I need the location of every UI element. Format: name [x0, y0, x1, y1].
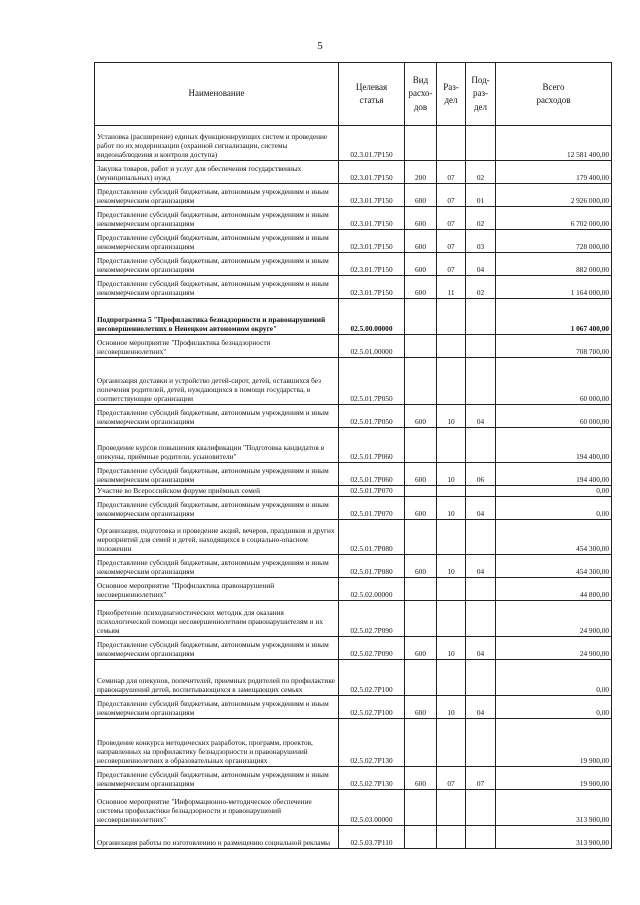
table-row: [95, 463, 612, 486]
table-row: [95, 637, 612, 660]
row-podrazdel-cell: 04: [466, 497, 496, 520]
row-vid-cell: 600: [405, 555, 437, 578]
page-number: 5: [317, 40, 323, 52]
row-code-cell: 02.3.01.7Р150: [339, 184, 405, 207]
header-name: Наименование: [95, 63, 339, 126]
row-total-cell: 24 900,00: [496, 637, 612, 660]
table-row: [95, 335, 612, 358]
table-row: [95, 253, 612, 276]
row-podrazdel-cell: [466, 358, 496, 405]
row-vid-cell: 600: [405, 184, 437, 207]
row-podrazdel-cell: 04: [466, 405, 496, 428]
row-vid-cell: [405, 601, 437, 637]
row-code-cell: 02.5.02.7Р100: [339, 660, 405, 696]
table-row: [95, 486, 612, 497]
row-name-cell: Проведение конкурса методических разработок, программ, проектов, направленных на профилактику безнадзорности и правонарушений несовершеннолетних в образовательных организациях: [95, 719, 339, 767]
row-podrazdel-cell: 07: [466, 767, 496, 790]
row-razdel-cell: 07: [437, 161, 466, 184]
row-total-cell: 0,00: [496, 497, 612, 520]
row-name-cell: Приобретение психодиагностических методик для оказания психологической помощи несовершеннолетним правонарушителям и их семьям: [95, 601, 339, 637]
row-podrazdel-cell: [466, 428, 496, 463]
row-vid-cell: [405, 826, 437, 849]
row-code-cell: 02.5.02.7Р090: [339, 637, 405, 660]
row-vid-cell: 600: [405, 276, 437, 299]
row-code-cell: 02.5.02.7Р130: [339, 719, 405, 767]
row-name-cell: Установка (расширение) единых функционирующих систем и проведение работ по их модернизации (охранной сигнализации, системы видеонаблюдения и контроля доступа): [95, 126, 339, 161]
row-razdel-cell: 10: [437, 637, 466, 660]
budget-table: [94, 62, 612, 849]
row-razdel-cell: 07: [437, 253, 466, 276]
row-name-cell: Закупка товаров, работ и услуг для обеспечения государственных (муниципальных) нужд: [95, 161, 339, 184]
table-row: [95, 428, 612, 463]
table-row: [95, 767, 612, 790]
row-total-cell: 6 702 000,00: [496, 207, 612, 230]
row-razdel-cell: [437, 578, 466, 601]
row-razdel-cell: 07: [437, 767, 466, 790]
row-razdel-cell: [437, 719, 466, 767]
row-name-cell: Организация работы по изготовлению и размещению социальной рекламы: [95, 826, 339, 849]
row-razdel-cell: [437, 299, 466, 335]
header-total: Всего расходов: [496, 63, 612, 126]
row-vid-cell: [405, 126, 437, 161]
row-podrazdel-cell: 04: [466, 637, 496, 660]
row-total-cell: 179 400,00: [496, 161, 612, 184]
row-name-cell: Предоставление субсидий бюджетным, автономным учреждениям и иным некоммерческим организациям: [95, 497, 339, 520]
row-vid-cell: 600: [405, 767, 437, 790]
row-code-cell: 02.5.03.7Р110: [339, 826, 405, 849]
row-total-cell: 454 300,00: [496, 555, 612, 578]
row-vid-cell: [405, 358, 437, 405]
row-vid-cell: [405, 486, 437, 497]
row-podrazdel-cell: [466, 790, 496, 826]
row-code-cell: 02.3.01.7Р150: [339, 161, 405, 184]
row-code-cell: 02.5.01.7Р050: [339, 405, 405, 428]
row-total-cell: 728 000,00: [496, 230, 612, 253]
row-vid-cell: [405, 719, 437, 767]
row-code-cell: 02.3.01.7Р150: [339, 126, 405, 161]
row-podrazdel-cell: 02: [466, 161, 496, 184]
header-podrazdel: Под- раз- дел: [466, 63, 496, 126]
row-razdel-cell: [437, 486, 466, 497]
row-code-cell: 02.5.02.7Р090: [339, 601, 405, 637]
row-code-cell: 02.5.01.7Р070: [339, 497, 405, 520]
row-razdel-cell: 07: [437, 230, 466, 253]
row-razdel-cell: 07: [437, 207, 466, 230]
row-total-cell: 19 900,00: [496, 767, 612, 790]
row-total-cell: 1 164 000,00: [496, 276, 612, 299]
table-header-row: [95, 63, 612, 126]
row-razdel-cell: 10: [437, 696, 466, 719]
row-code-cell: 02.5.01.7Р050: [339, 358, 405, 405]
row-name-cell: Основное мероприятие "Профилактика правонарушений несовершеннолетних": [95, 578, 339, 601]
row-name-cell: Предоставление субсидий бюджетным, автономным учреждениям и иным некоммерческим организациям: [95, 184, 339, 207]
table-row: [95, 358, 612, 405]
row-vid-cell: [405, 790, 437, 826]
row-total-cell: 44 800,00: [496, 578, 612, 601]
row-total-cell: 708 700,00: [496, 335, 612, 358]
header-vid: Вид расхо- дов: [405, 63, 437, 126]
row-code-cell: 02.5.01.7Р060: [339, 463, 405, 486]
table-row: [95, 601, 612, 637]
row-name-cell: Предоставление субсидий бюджетным, автономным учреждениям и иным некоммерческим организациям: [95, 555, 339, 578]
row-code-cell: 02.3.01.7Р150: [339, 276, 405, 299]
row-razdel-cell: 07: [437, 184, 466, 207]
row-total-cell: 313 900,00: [496, 790, 612, 826]
row-podrazdel-cell: [466, 335, 496, 358]
row-code-cell: 02.5.02.7Р130: [339, 767, 405, 790]
row-vid-cell: 600: [405, 253, 437, 276]
table-row: [95, 299, 612, 335]
row-vid-cell: [405, 299, 437, 335]
table-row: [95, 126, 612, 161]
row-code-cell: 02.5.03.00000: [339, 790, 405, 826]
row-podrazdel-cell: 02: [466, 276, 496, 299]
row-podrazdel-cell: 03: [466, 230, 496, 253]
row-podrazdel-cell: [466, 486, 496, 497]
row-podrazdel-cell: 04: [466, 253, 496, 276]
row-name-cell: Подпрограмма 5 "Профилактика безнадзорности и правонарушений несовершеннолетних в Ненецком автономном округе": [95, 299, 339, 335]
row-total-cell: 60 000,00: [496, 405, 612, 428]
row-vid-cell: 600: [405, 497, 437, 520]
table-row: [95, 207, 612, 230]
row-code-cell: 02.3.01.7Р150: [339, 207, 405, 230]
table-row: [95, 660, 612, 696]
table-row: [95, 230, 612, 253]
row-razdel-cell: [437, 335, 466, 358]
row-total-cell: 19 900,00: [496, 719, 612, 767]
row-code-cell: 02.3.01.7Р150: [339, 253, 405, 276]
row-code-cell: 02.5.02.7Р100: [339, 696, 405, 719]
row-name-cell: Предоставление субсидий бюджетным, автономным учреждениям и иным некоммерческим организациям: [95, 637, 339, 660]
row-vid-cell: 600: [405, 637, 437, 660]
table-row: [95, 497, 612, 520]
table-body: [95, 126, 612, 849]
row-total-cell: 882 000,00: [496, 253, 612, 276]
row-razdel-cell: 10: [437, 555, 466, 578]
row-razdel-cell: 10: [437, 463, 466, 486]
row-vid-cell: 200: [405, 161, 437, 184]
table-row: [95, 719, 612, 767]
row-name-cell: Организация доставки и устройство детей-сирот, детей, оставшихся без попечения родителей, детей, нуждающихся в помощи государства, в соответствующие организации: [95, 358, 339, 405]
row-code-cell: 02.5.02.00000: [339, 578, 405, 601]
row-total-cell: 454 300,00: [496, 520, 612, 555]
table-row: [95, 520, 612, 555]
row-name-cell: Предоставление субсидий бюджетным, автономным учреждениям и иным некоммерческим организациям: [95, 207, 339, 230]
row-name-cell: Предоставление субсидий бюджетным, автономным учреждениям и иным некоммерческим организациям: [95, 253, 339, 276]
row-total-cell: 313 900,00: [496, 826, 612, 849]
header-code: Целевая статья: [339, 63, 405, 126]
row-podrazdel-cell: [466, 299, 496, 335]
row-podrazdel-cell: [466, 660, 496, 696]
row-podrazdel-cell: 04: [466, 696, 496, 719]
row-name-cell: Участие во Всероссийском форуме приёмных семей: [95, 486, 339, 497]
row-podrazdel-cell: 04: [466, 555, 496, 578]
row-podrazdel-cell: [466, 520, 496, 555]
row-code-cell: 02.5.01.7Р080: [339, 520, 405, 555]
row-total-cell: 1 067 400,00: [496, 299, 612, 335]
row-code-cell: 02.3.01.7Р150: [339, 230, 405, 253]
row-name-cell: Проведение курсов повышения квалификации "Подготовка кандидатов в опекуны, приёмные родители, усыновители": [95, 428, 339, 463]
row-razdel-cell: [437, 660, 466, 696]
row-name-cell: Организация, подготовка и проведение акций, вечеров, праздников и других мероприятий для семей и детей, находящихся в социально-опасном положении: [95, 520, 339, 555]
row-podrazdel-cell: [466, 719, 496, 767]
row-podrazdel-cell: [466, 601, 496, 637]
row-razdel-cell: 10: [437, 497, 466, 520]
row-vid-cell: [405, 335, 437, 358]
row-name-cell: Предоставление субсидий бюджетным, автономным учреждениям и иным некоммерческим организациям: [95, 767, 339, 790]
row-podrazdel-cell: [466, 826, 496, 849]
row-podrazdel-cell: 02: [466, 207, 496, 230]
table-row: [95, 790, 612, 826]
table-row: [95, 696, 612, 719]
row-name-cell: Семинар для опекунов, попечителей, приемных родителей по профилактике правонарушений детей, воспитывающихся в замещающих семьях: [95, 660, 339, 696]
row-vid-cell: [405, 660, 437, 696]
row-code-cell: 02.5.01.7Р080: [339, 555, 405, 578]
row-vid-cell: 600: [405, 696, 437, 719]
table-row: [95, 161, 612, 184]
row-podrazdel-cell: 01: [466, 184, 496, 207]
row-name-cell: Предоставление субсидий бюджетным, автономным учреждениям и иным некоммерческим организациям: [95, 463, 339, 486]
row-total-cell: 60 000,00: [496, 358, 612, 405]
row-name-cell: Предоставление субсидий бюджетным, автономным учреждениям и иным некоммерческим организациям: [95, 696, 339, 719]
row-podrazdel-cell: [466, 126, 496, 161]
row-total-cell: 12 581 400,00: [496, 126, 612, 161]
row-vid-cell: 600: [405, 230, 437, 253]
row-name-cell: Предоставление субсидий бюджетным, автономным учреждениям и иным некоммерческим организациям: [95, 276, 339, 299]
row-razdel-cell: 11: [437, 276, 466, 299]
row-total-cell: 194 400,00: [496, 463, 612, 486]
table-row: [95, 184, 612, 207]
table-row: [95, 826, 612, 849]
row-vid-cell: 600: [405, 207, 437, 230]
table-row: [95, 555, 612, 578]
row-name-cell: Основное мероприятие "Профилактика безнадзорности несовершеннолетних": [95, 335, 339, 358]
row-code-cell: 02.5.01.7Р070: [339, 486, 405, 497]
header-razdel: Раз- дел: [437, 63, 466, 126]
row-vid-cell: [405, 520, 437, 555]
table-row: [95, 276, 612, 299]
row-total-cell: 24 900,00: [496, 601, 612, 637]
row-name-cell: Основное мероприятие "Информационно-методическое обеспечение системы профилактики безнадзорности и правонарушений несовершеннолетних": [95, 790, 339, 826]
row-razdel-cell: [437, 520, 466, 555]
table-row: [95, 405, 612, 428]
row-podrazdel-cell: [466, 578, 496, 601]
row-podrazdel-cell: 06: [466, 463, 496, 486]
row-total-cell: 2 926 000,00: [496, 184, 612, 207]
row-razdel-cell: [437, 428, 466, 463]
row-razdel-cell: [437, 126, 466, 161]
row-name-cell: Предоставление субсидий бюджетным, автономным учреждениям и иным некоммерческим организациям: [95, 405, 339, 428]
row-code-cell: 02.5.01.7Р060: [339, 428, 405, 463]
row-code-cell: 02.5.01.00000: [339, 335, 405, 358]
row-total-cell: 0,00: [496, 696, 612, 719]
row-vid-cell: 600: [405, 405, 437, 428]
row-vid-cell: [405, 578, 437, 601]
row-code-cell: 02.5.00.00000: [339, 299, 405, 335]
row-razdel-cell: [437, 601, 466, 637]
row-razdel-cell: [437, 790, 466, 826]
row-total-cell: 0,00: [496, 660, 612, 696]
row-vid-cell: 600: [405, 463, 437, 486]
row-razdel-cell: 10: [437, 405, 466, 428]
row-total-cell: 0,00: [496, 486, 612, 497]
row-name-cell: Предоставление субсидий бюджетным, автономным учреждениям и иным некоммерческим организациям: [95, 230, 339, 253]
table-row: [95, 578, 612, 601]
row-total-cell: 194 400,00: [496, 428, 612, 463]
row-razdel-cell: [437, 826, 466, 849]
row-vid-cell: [405, 428, 437, 463]
row-razdel-cell: [437, 358, 466, 405]
